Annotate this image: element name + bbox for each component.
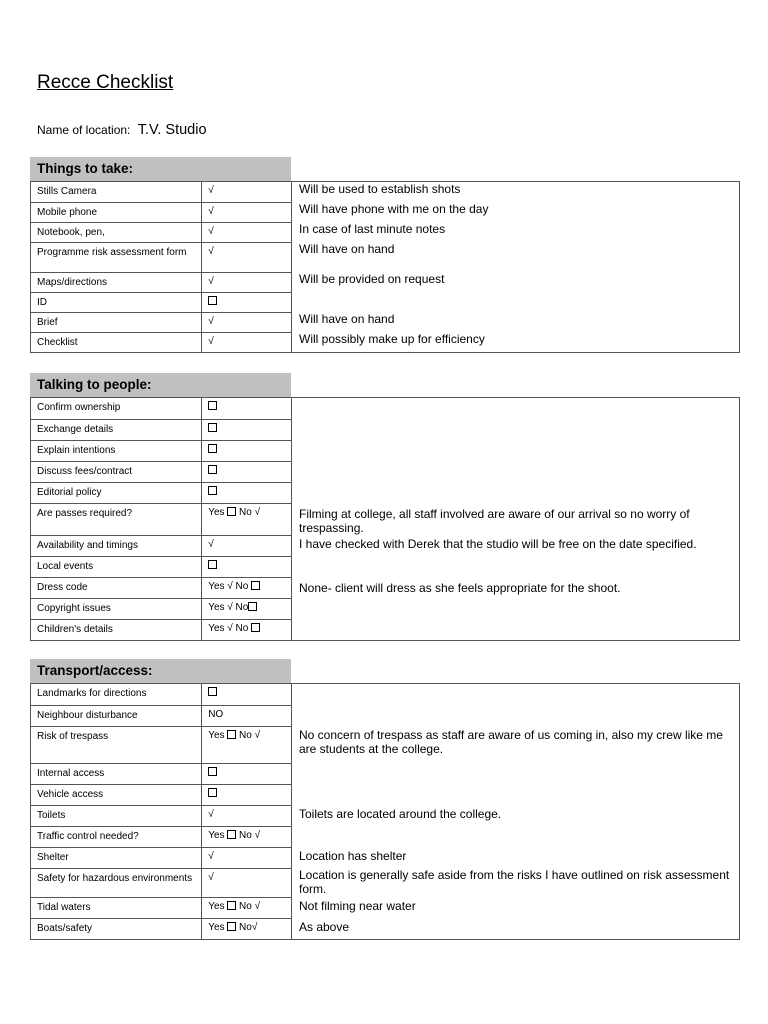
table-row	[31, 482, 292, 503]
table-row	[31, 897, 292, 918]
note-text: No concern of trespass as staff are aware of us coming in, also my crew like me are students at the college.	[299, 728, 723, 756]
item-label: Stills Camera	[31, 182, 202, 202]
checkbox-icon	[227, 922, 236, 931]
table-row	[31, 202, 292, 222]
section-table	[30, 181, 740, 353]
item-mark	[202, 556, 292, 577]
table-row	[31, 503, 292, 535]
checkbox-icon	[227, 901, 236, 910]
notes-column	[293, 684, 739, 939]
checkbox-icon	[208, 788, 217, 797]
table-row	[31, 826, 292, 847]
location-value: T.V. Studio	[137, 122, 207, 138]
checkbox-icon	[227, 830, 236, 839]
section-things-to-take	[30, 157, 740, 353]
section-header: Talking to people:	[30, 373, 291, 397]
checkbox-icon	[208, 296, 217, 305]
table-row	[31, 598, 292, 619]
checklist-table	[31, 684, 292, 939]
note-text: Not filming near water	[299, 899, 416, 913]
item-mark: √	[202, 535, 292, 556]
checkbox-icon	[208, 444, 217, 453]
table-row	[31, 763, 292, 784]
item-label: Availability and timings	[31, 535, 202, 556]
table-row	[31, 242, 292, 272]
item-mark: √	[202, 242, 292, 272]
item-mark: √	[202, 868, 292, 897]
note-text: As above	[299, 920, 350, 934]
note-text: Will have on hand	[299, 242, 395, 256]
table-row	[31, 419, 292, 440]
table-row	[31, 805, 292, 826]
note-text: Will have phone with me on the day	[299, 202, 489, 216]
note-text: I have checked with Derek that the studio will be free on the date specified.	[299, 537, 697, 551]
section-table	[30, 683, 740, 940]
table-row	[31, 182, 292, 202]
section-table	[30, 397, 740, 641]
checklist-table	[31, 182, 292, 352]
item-mark	[202, 440, 292, 461]
table-row	[31, 868, 292, 897]
section-talking-to-people	[30, 373, 740, 641]
item-mark: √	[202, 847, 292, 868]
item-label: Confirm ownership	[31, 398, 202, 419]
item-label: Shelter	[31, 847, 202, 868]
item-mark	[202, 684, 292, 705]
item-mark	[202, 461, 292, 482]
note-text: Will be provided on request	[299, 272, 445, 286]
table-row	[31, 398, 292, 419]
checkbox-icon	[248, 602, 257, 611]
note-text: Filming at college, all staff involved are aware of our arrival so no worry of trespassing.	[299, 507, 690, 535]
item-label: Dress code	[31, 577, 202, 598]
item-mark: NO	[202, 705, 292, 726]
note-text: None- client will dress as she feels appropriate for the shoot.	[299, 581, 621, 595]
table-row	[31, 705, 292, 726]
item-label: Children's details	[31, 619, 202, 640]
item-mark: √	[202, 202, 292, 222]
checkbox-icon	[208, 465, 217, 474]
item-mark: √	[202, 182, 292, 202]
table-row	[31, 684, 292, 705]
item-mark	[202, 763, 292, 784]
note-text: In case of last minute notes	[299, 222, 446, 236]
item-mark: Yes No √	[202, 503, 292, 535]
table-row	[31, 312, 292, 332]
item-mark: √	[202, 272, 292, 292]
item-label: Explain intentions	[31, 440, 202, 461]
checkbox-icon	[208, 767, 217, 776]
note-text: Location is generally safe aside from the risks I have outlined on risk assessment form.	[299, 868, 730, 896]
item-label: Checklist	[31, 332, 202, 352]
item-label: Landmarks for directions	[31, 684, 202, 705]
checkbox-icon	[208, 401, 217, 410]
item-label: Mobile phone	[31, 202, 202, 222]
table-row	[31, 272, 292, 292]
checkbox-icon	[208, 486, 217, 495]
item-mark	[202, 419, 292, 440]
checkbox-icon	[251, 623, 260, 632]
item-label: Brief	[31, 312, 202, 332]
note-text: Location has shelter	[299, 849, 407, 863]
table-row	[31, 918, 292, 939]
item-label: Traffic control needed?	[31, 826, 202, 847]
item-mark: Yes No √	[202, 897, 292, 918]
item-mark: √	[202, 222, 292, 242]
table-row	[31, 222, 292, 242]
item-mark	[202, 292, 292, 312]
page-title: Recce Checklist	[37, 72, 174, 93]
table-row	[31, 556, 292, 577]
checkbox-icon	[227, 730, 236, 739]
item-label: Copyright issues	[31, 598, 202, 619]
section-header: Things to take:	[30, 157, 291, 181]
item-mark: Yes No √	[202, 726, 292, 763]
table-row	[31, 292, 292, 312]
note-text: Will be used to establish shots	[299, 182, 461, 196]
item-label: Discuss fees/contract	[31, 461, 202, 482]
item-label: Toilets	[31, 805, 202, 826]
item-label: Are passes required?	[31, 503, 202, 535]
table-row	[31, 847, 292, 868]
location-label: Name of location:	[37, 123, 131, 137]
item-mark: √	[202, 312, 292, 332]
item-label: Tidal waters	[31, 897, 202, 918]
table-row	[31, 784, 292, 805]
table-row	[31, 619, 292, 640]
checkbox-icon	[208, 687, 217, 696]
item-mark	[202, 398, 292, 419]
item-mark: Yes √ No	[202, 598, 292, 619]
table-row	[31, 332, 292, 352]
item-mark	[202, 784, 292, 805]
item-label: Vehicle access	[31, 784, 202, 805]
section-header: Transport/access:	[30, 659, 291, 683]
item-mark: Yes No √	[202, 826, 292, 847]
item-label: Programme risk assessment form	[31, 242, 202, 272]
table-row	[31, 577, 292, 598]
item-mark: √	[202, 332, 292, 352]
item-mark: Yes √ No	[202, 577, 292, 598]
notes-column	[293, 398, 739, 640]
notes-column	[293, 182, 739, 352]
item-mark	[202, 482, 292, 503]
item-label: Boats/safety	[31, 918, 202, 939]
table-row	[31, 461, 292, 482]
section-transport-access	[30, 659, 740, 940]
table-row	[31, 726, 292, 763]
item-mark: √	[202, 805, 292, 826]
item-label: Maps/directions	[31, 272, 202, 292]
checkbox-icon	[251, 581, 260, 590]
table-row	[31, 535, 292, 556]
checklist-table	[31, 398, 292, 640]
item-label: Editorial policy	[31, 482, 202, 503]
location-line	[37, 122, 207, 138]
item-mark: Yes √ No	[202, 619, 292, 640]
item-label: Local events	[31, 556, 202, 577]
checkbox-icon	[227, 507, 236, 516]
item-label: Internal access	[31, 763, 202, 784]
item-mark: Yes No√	[202, 918, 292, 939]
item-label: Neighbour disturbance	[31, 705, 202, 726]
note-text: Will possibly make up for efficiency	[299, 332, 485, 346]
item-label: ID	[31, 292, 202, 312]
note-text: Will have on hand	[299, 312, 395, 326]
item-label: Notebook, pen,	[31, 222, 202, 242]
item-label: Risk of trespass	[31, 726, 202, 763]
item-label: Safety for hazardous environments	[31, 868, 202, 897]
checkbox-icon	[208, 423, 217, 432]
table-row	[31, 440, 292, 461]
note-text: Toilets are located around the college.	[299, 807, 502, 821]
item-label: Exchange details	[31, 419, 202, 440]
checkbox-icon	[208, 560, 217, 569]
